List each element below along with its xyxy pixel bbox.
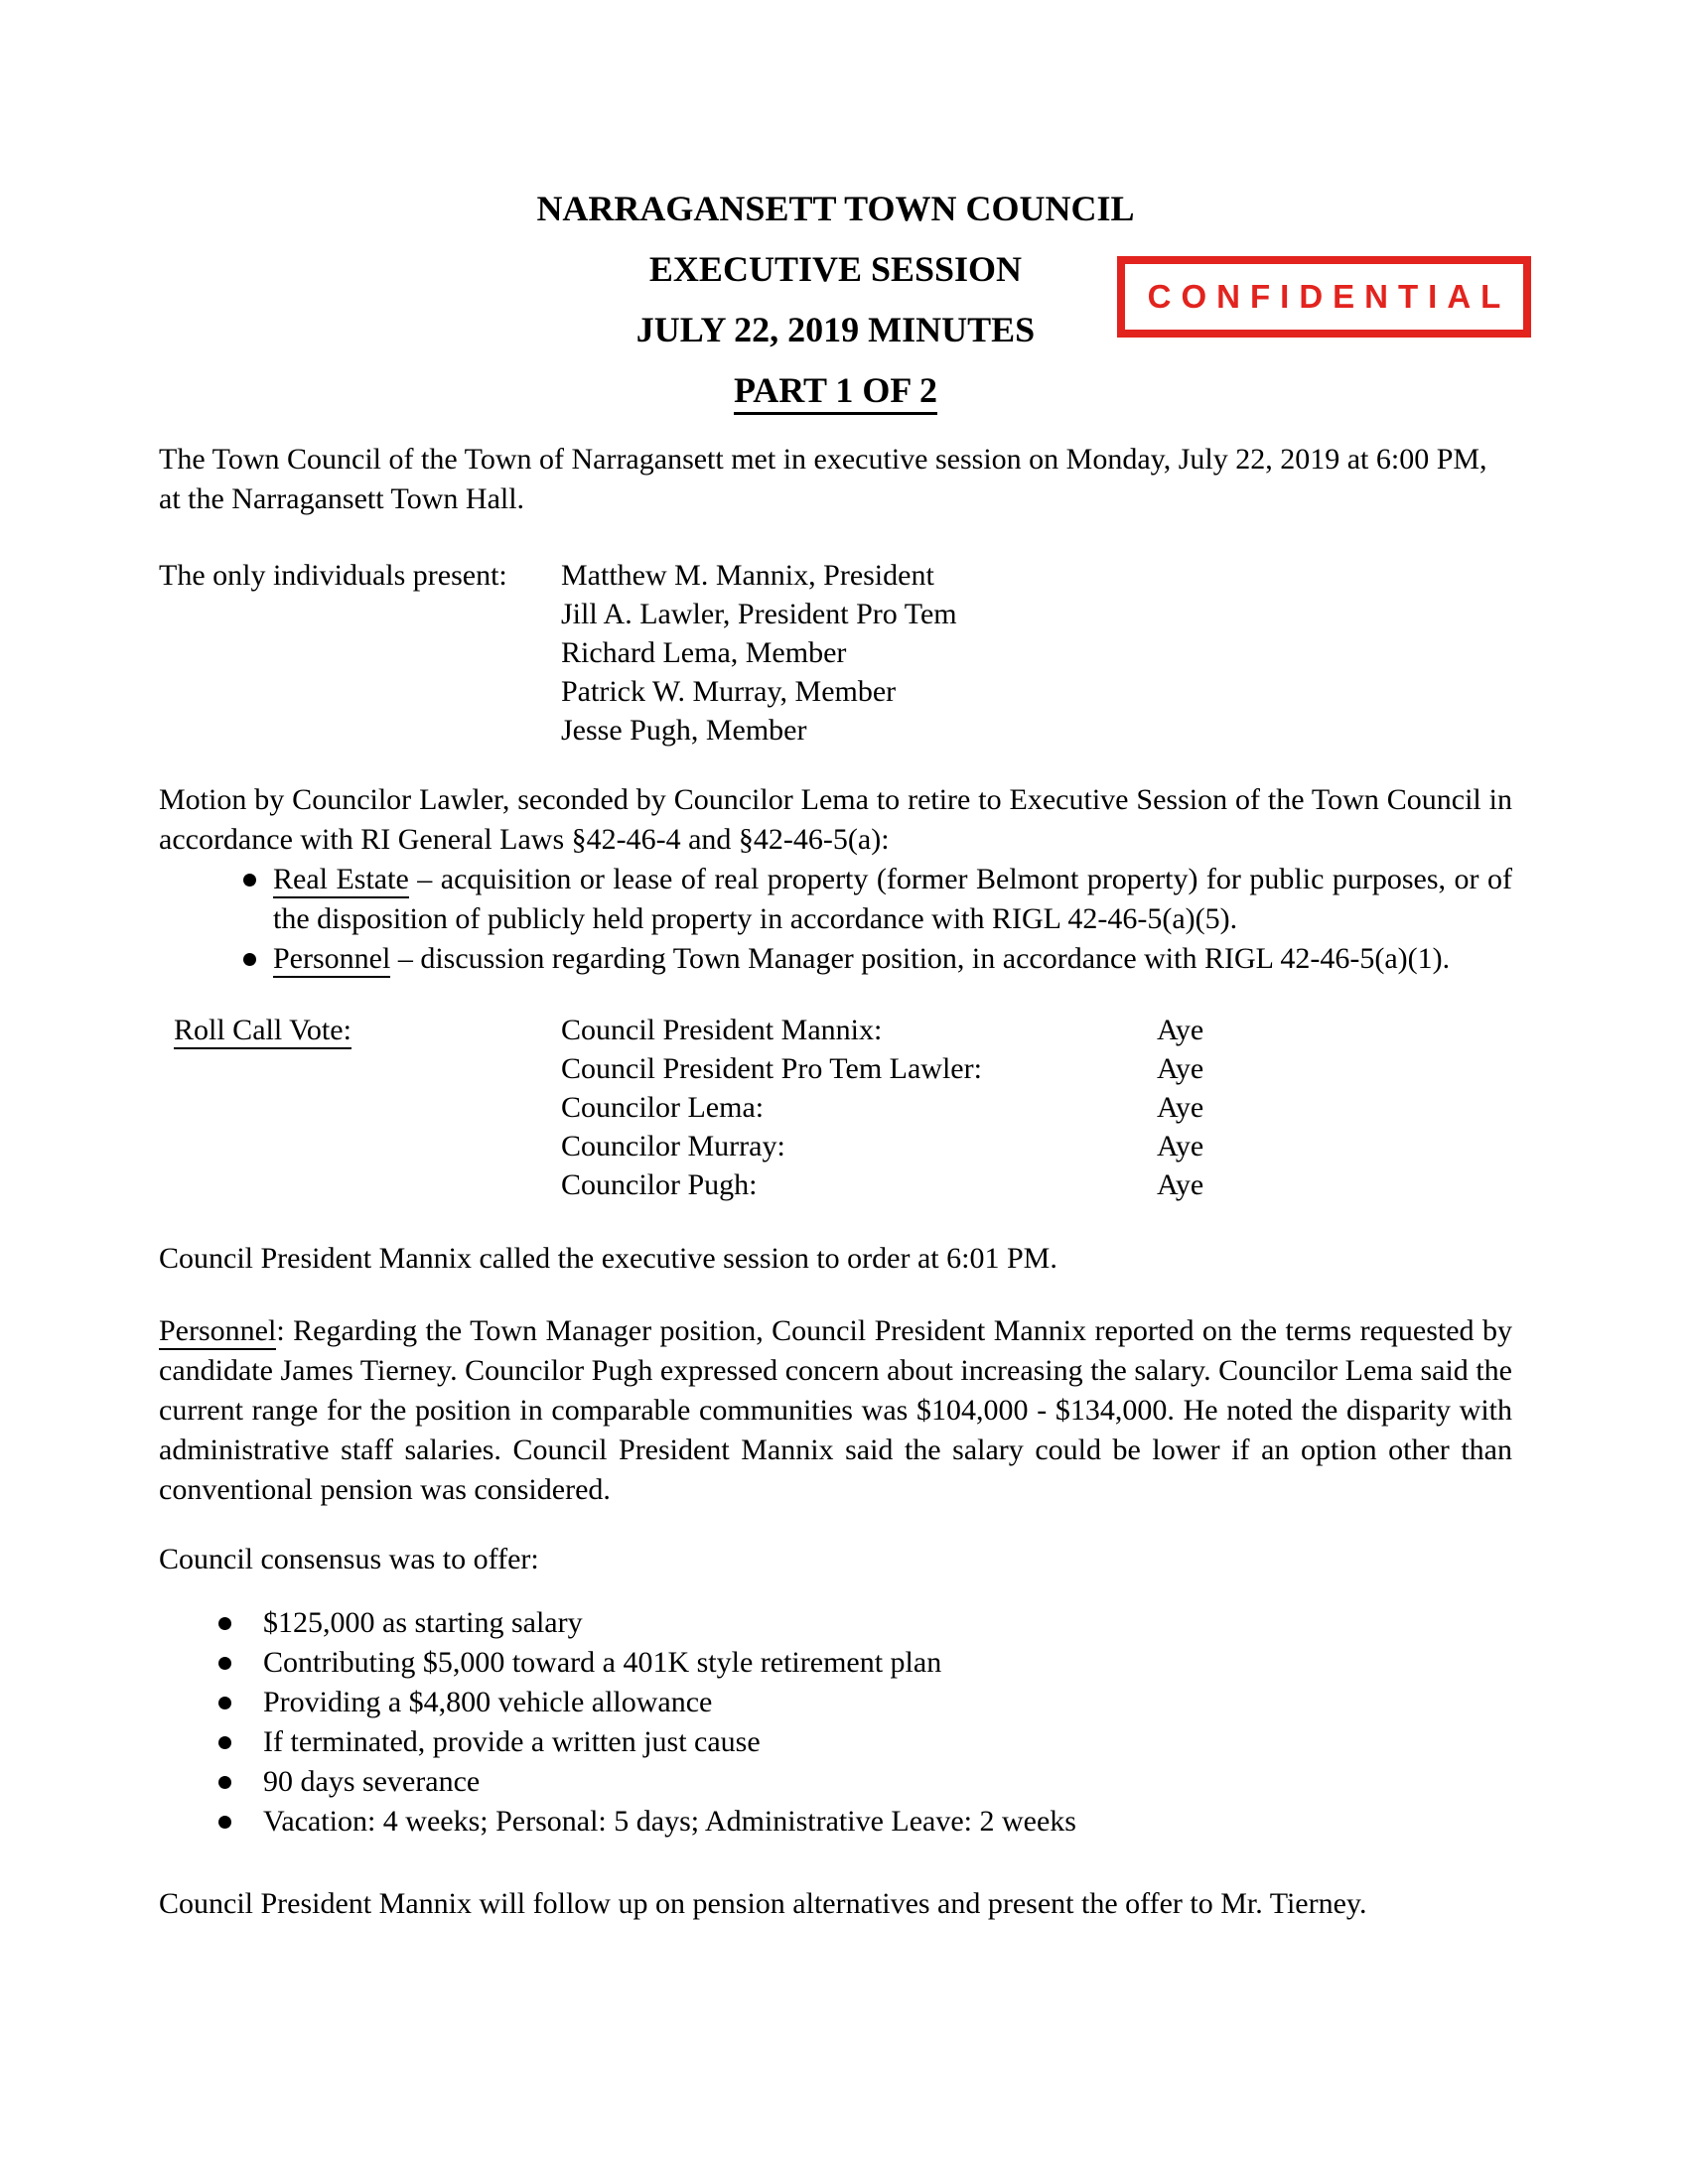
offer-item: [159, 1683, 1512, 1722]
personnel-paragraph: [159, 1311, 1512, 1510]
motion-paragraph: Motion by Councilor Lawler, seconded by Councilor Lema to retire to Executive Session of the Town Council in accordance with RI General Laws §42-46-4 and §42-46-5(a):: [159, 783, 1512, 856]
offer-item-text: Providing a $4,800 vehicle allowance: [263, 1686, 713, 1718]
bullet-icon: [218, 1657, 231, 1670]
offer-item-text: $125,000 as starting salary: [263, 1606, 583, 1639]
roll-call-name: Council President Mannix:: [561, 1014, 883, 1046]
personnel-term: Personnel: [159, 1314, 276, 1350]
roll-call-vote: Aye: [1157, 1091, 1204, 1124]
attendance-block: [159, 556, 1512, 750]
attendee-name: Jesse Pugh, Member: [561, 714, 807, 747]
doc-part-line: [159, 370, 1512, 410]
offer-list: [159, 1603, 1512, 1842]
motion-item-text: – discussion regarding Town Manager position, in accordance with RIGL 42-46-5(a)(1).: [390, 942, 1451, 975]
roll-call-vote: Aye: [1157, 1014, 1204, 1046]
order-line: Council President Mannix called the executive session to order at 6:01 PM.: [159, 1242, 1057, 1275]
roll-call-vote: Aye: [1157, 1130, 1204, 1162]
offer-item: [159, 1802, 1512, 1842]
roll-call-block: [159, 1011, 1512, 1204]
motion-item-term: Personnel: [273, 942, 390, 978]
doc-date-line: JULY 22, 2019 MINUTES: [635, 310, 1036, 349]
confidential-stamp-label: CONFIDENTIAL: [1147, 278, 1511, 315]
offer-item-text: If terminated, provide a written just cause: [263, 1725, 761, 1758]
bullet-icon: [218, 1697, 231, 1709]
doc-subtitle: EXECUTIVE SESSION: [648, 249, 1023, 289]
attendee-name: Matthew M. Mannix, President: [561, 559, 934, 592]
roll-call-name: Councilor Murray:: [561, 1130, 785, 1162]
doc-part-text: PART 1 OF 2: [734, 370, 937, 415]
offer-item: [159, 1762, 1512, 1802]
page-title: NARRAGANSETT TOWN COUNCIL: [536, 189, 1135, 228]
attendance-label: The only individuals present:: [159, 559, 507, 592]
consensus-label: Council consensus was to offer:: [159, 1543, 539, 1575]
offer-item: [159, 1722, 1512, 1762]
closing-paragraph: Council President Mannix will follow up on pension alternatives and present the offer to Mr. Tierney.: [159, 1887, 1367, 1920]
bullet-icon: [243, 953, 256, 966]
bullet-icon: [218, 1776, 231, 1789]
roll-call-label: Roll Call Vote:: [174, 1014, 352, 1049]
attendee-name: Patrick W. Murray, Member: [561, 675, 897, 708]
intro-paragraph: The Town Council of the Town of Narragansett met in executive session on Monday, July 22, 2019 at 6:00 PM, at the Narragansett Town Hall.: [159, 443, 1487, 515]
attendee-name: Jill A. Lawler, President Pro Tem: [561, 598, 957, 630]
attendance-list: [561, 556, 957, 750]
offer-item: [159, 1643, 1512, 1683]
bullet-icon: [218, 1816, 231, 1829]
list-item: [159, 939, 1512, 979]
attendee-name: Richard Lema, Member: [561, 636, 847, 669]
roll-call-votes: [1157, 1011, 1512, 1204]
motion-item-text: – acquisition or lease of real property (former Belmont property) for public purposes, or of the disposition of publicly held property in accordance with RIGL 42-46-5(a)(5).: [273, 863, 1512, 935]
roll-call-vote: Aye: [1157, 1168, 1204, 1201]
offer-item-text: Vacation: 4 weeks; Personal: 5 days; Administrative Leave: 2 weeks: [263, 1805, 1076, 1838]
roll-call-names: [561, 1011, 1157, 1204]
bullet-icon: [243, 874, 256, 887]
bullet-icon: [218, 1736, 231, 1749]
roll-call-vote: Aye: [1157, 1052, 1204, 1085]
roll-call-name: Council President Pro Tem Lawler:: [561, 1052, 982, 1085]
roll-call-name: Councilor Lema:: [561, 1091, 765, 1124]
offer-item-text: 90 days severance: [263, 1765, 481, 1798]
offer-item: [159, 1603, 1512, 1643]
motion-item-term: Real Estate: [273, 863, 409, 898]
motion-list: [159, 860, 1512, 979]
roll-call-name: Councilor Pugh:: [561, 1168, 758, 1201]
personnel-text: : Regarding the Town Manager position, Council President Mannix reported on the terms requested by candidate James Tierney. Councilor Pugh expressed concern about increasing the salary. Councilor Lema said the current range for the position in comparable communities was $104,000 - $134,000. He noted the disparity with administrative staff salaries. Council President Mannix said the salary could be lower if an option other than conventional pension was considered.: [159, 1314, 1512, 1506]
bullet-icon: [218, 1617, 231, 1630]
list-item: [159, 860, 1512, 939]
offer-item-text: Contributing $5,000 toward a 401K style retirement plan: [263, 1646, 942, 1679]
confidential-stamp: [1117, 256, 1531, 338]
